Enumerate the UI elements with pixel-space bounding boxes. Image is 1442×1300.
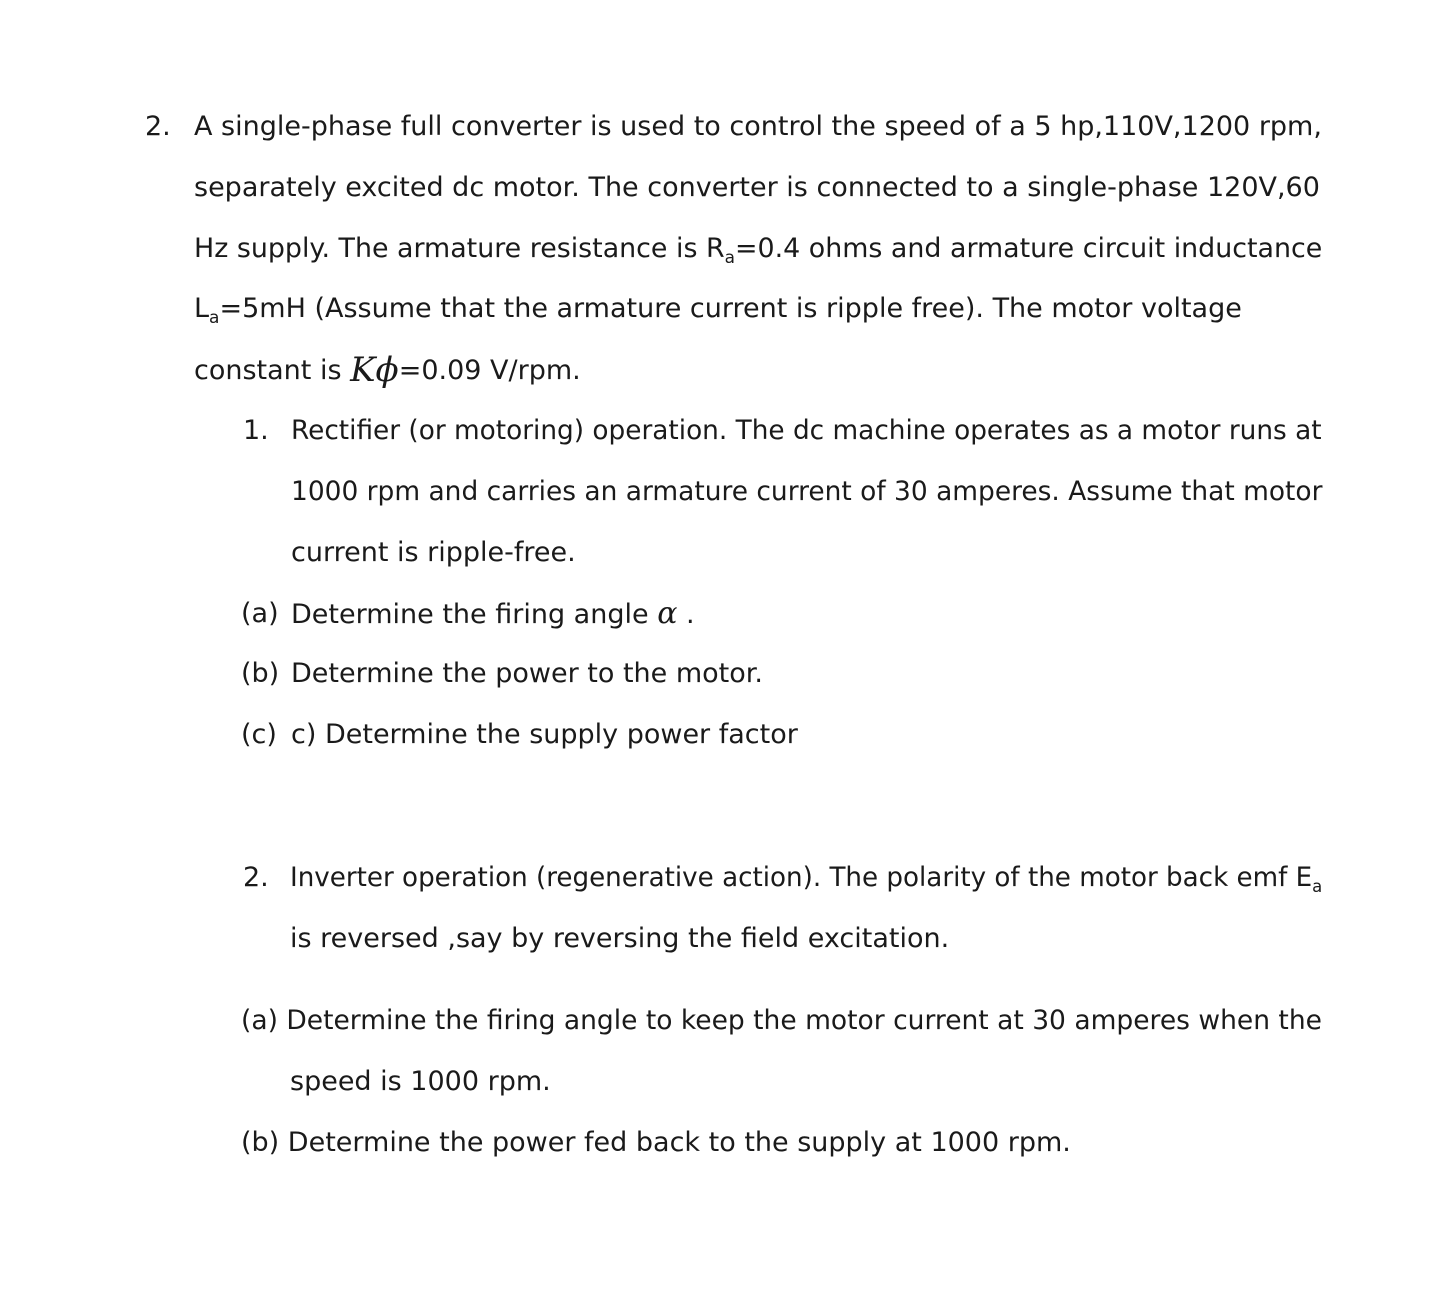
alpha-symbol: α (657, 596, 678, 631)
part2-item-b: (b) Determine the power fed back to the supply at 1000 rpm. (241, 1127, 1071, 1158)
part1-item-c-label: (c) (241, 719, 277, 750)
part2-line-1: Inverter operation (regenerative action). The polarity of the motor back emf $E_a$ (290, 862, 1323, 897)
question-line-1: A single-phase full converter is used to control the speed of a 5 hp,110V,1200 rpm, (194, 111, 1322, 142)
part2-item-a-line-2: speed is 1000 rpm. (290, 1066, 551, 1097)
part1-number: 1. (243, 415, 269, 446)
part2-number: 2. (243, 862, 269, 893)
question-line-3: Hz supply. The armature resistance is $R_a=0.4$ ohms and armature circuit inductance (194, 233, 1323, 268)
part1-item-c-text: c) Determine the supply power factor (291, 719, 798, 750)
question-line-2: separately excited dc motor. The converter is connected to a single-phase 120V,60 (194, 172, 1320, 203)
part1-line-3: current is ripple-free. (291, 537, 576, 568)
part2-item-a-line-1: (a) Determine the firing angle to keep the motor current at 30 amperes when the (241, 1005, 1322, 1036)
part1-item-b-text: Determine the power to the motor. (291, 658, 763, 689)
question-number: 2. (145, 111, 171, 142)
question-line-4: $L_a=5mH$ (Assume that the armature current is ripple free). The motor voltage (194, 293, 1242, 328)
part1-item-b-label: (b) (241, 658, 280, 689)
part1-line-1: Rectifier (or motoring) operation. The dc machine operates as a motor runs at (291, 415, 1322, 446)
question-line-5: constant is Kϕ=0.09 V/rpm. (194, 350, 581, 390)
part1-item-a-label: (a) (241, 598, 279, 629)
k-phi-symbol: Kϕ (350, 350, 399, 390)
part2-line-2: is reversed ,say by reversing the field excitation. (290, 923, 950, 954)
part1-item-a-text: Determine the firing angle α . (291, 596, 695, 631)
part1-line-2: 1000 rpm and carries an armature current of 30 amperes. Assume that motor (291, 476, 1323, 507)
